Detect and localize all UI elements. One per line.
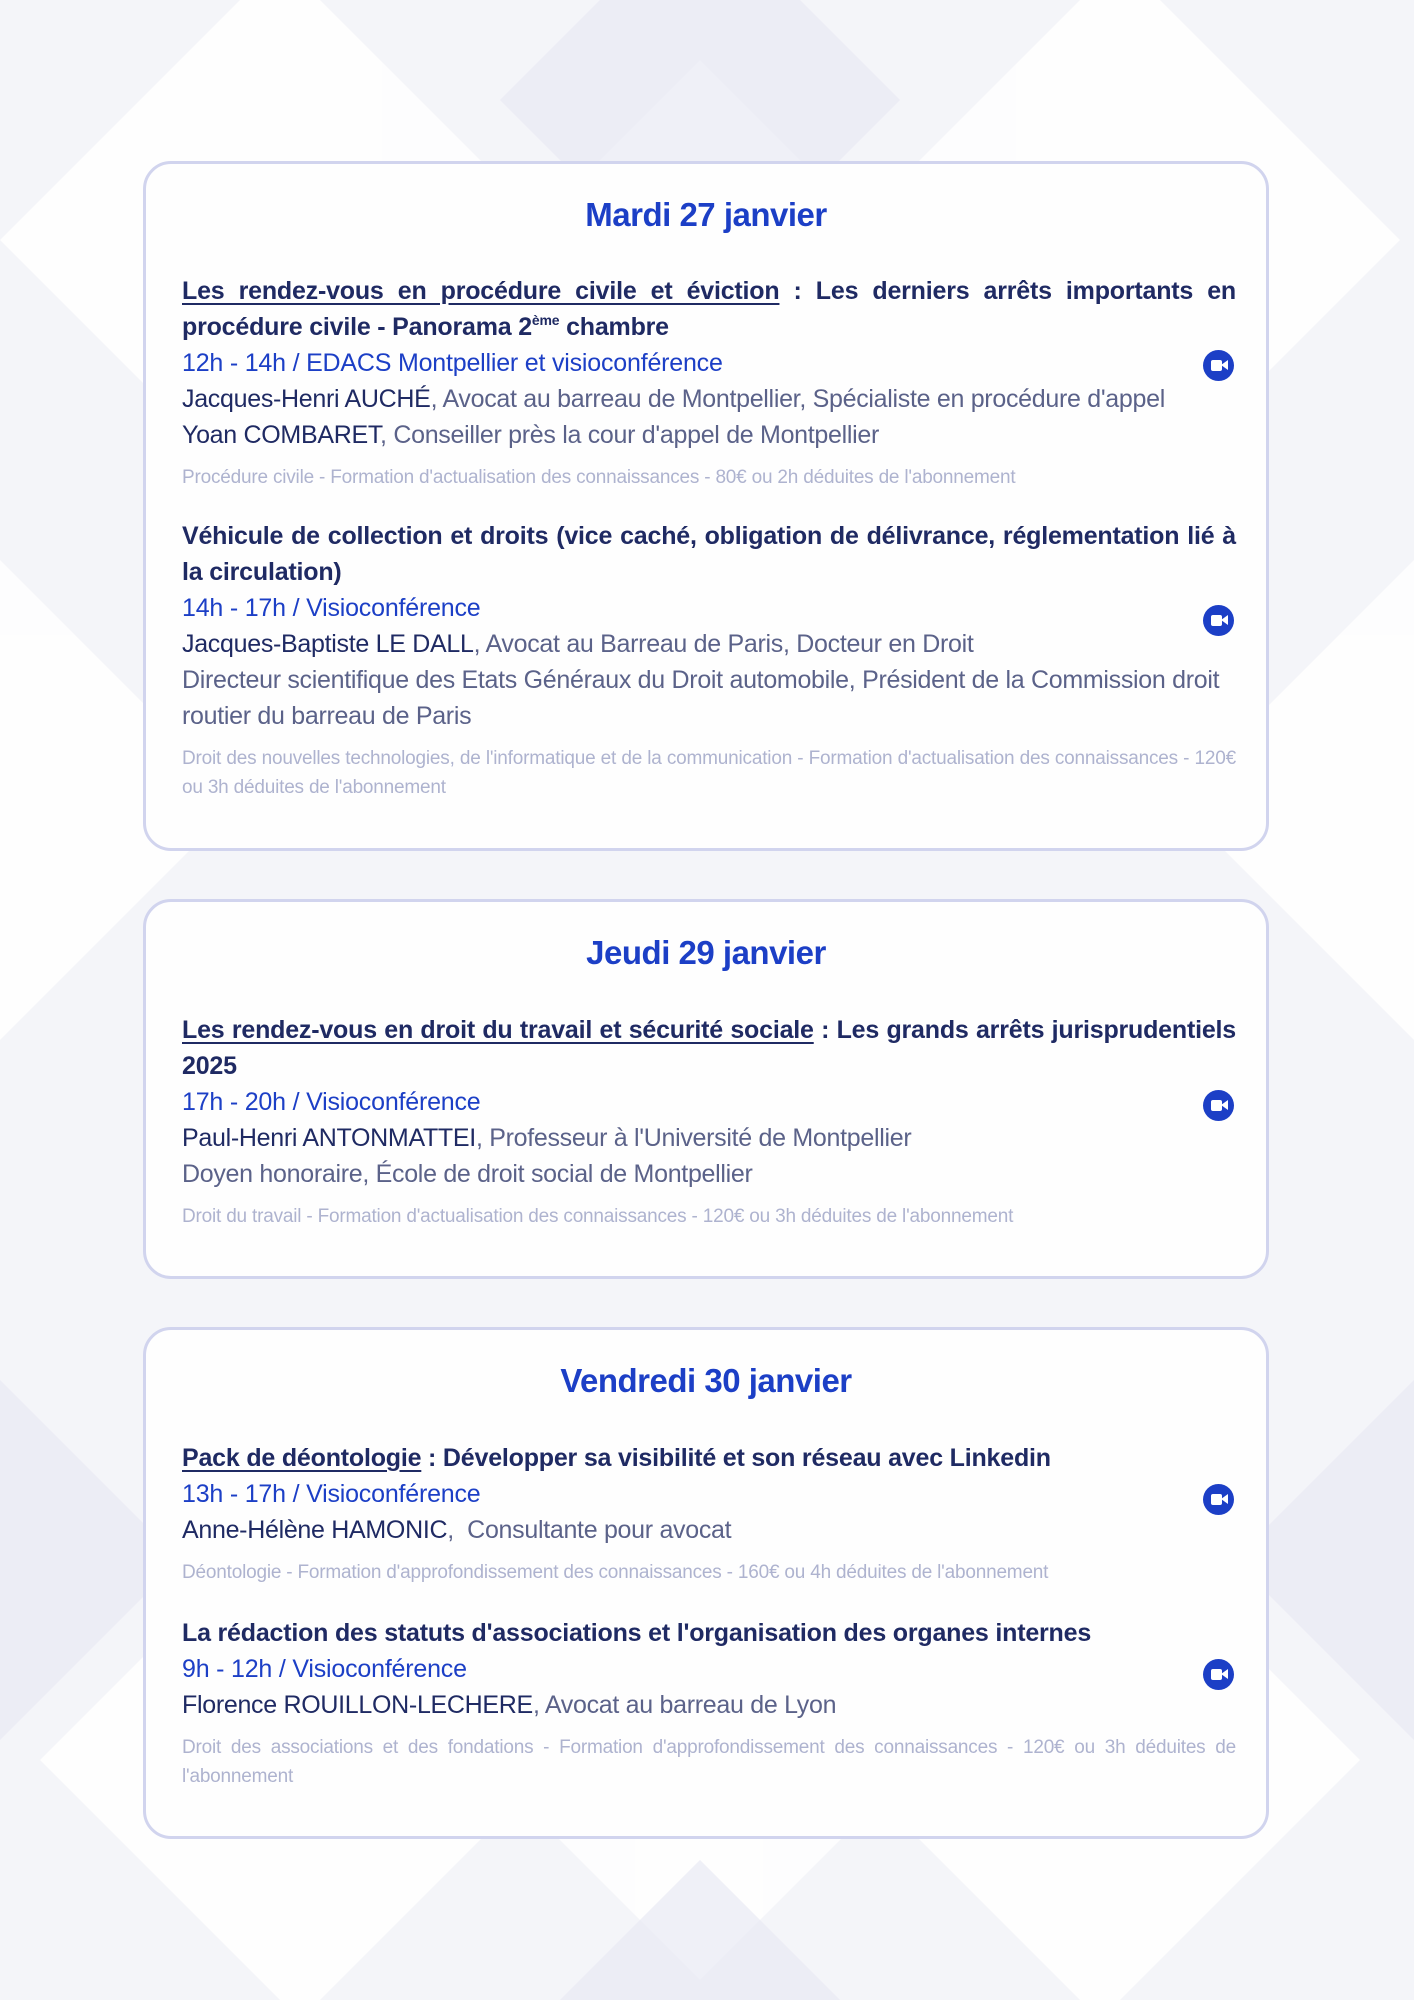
event-statuts-associations: [182, 1615, 1236, 1791]
event-series-link[interactable]: Les rendez-vous en droit du travail et sécurité sociale: [182, 1016, 814, 1044]
speaker: [182, 417, 1236, 453]
event-title: Véhicule de collection et droits (vice caché, obligation de délivrance, réglementation lié à la circulation): [182, 522, 1236, 586]
speaker-role: , Avocat au barreau de Lyon: [532, 1691, 837, 1719]
speaker-role: , Avocat au barreau de Montpellier, Spécialiste en procédure d'appel: [430, 385, 1165, 413]
day-card-thursday: [143, 899, 1269, 1279]
event-title: La rédaction des statuts d'associations et l'organisation des organes internes: [182, 1619, 1092, 1647]
video-camera-icon: [1203, 605, 1234, 636]
video-camera-icon: [1203, 1484, 1234, 1515]
event-series-link[interactable]: Les rendez-vous en procédure civile et éviction: [182, 277, 780, 305]
day-title: Jeudi 29 janvier: [586, 934, 826, 971]
event-meta: Déontologie - Formation d'approfondissement des connaissances - 160€ ou 4h déduites de l'abonnement: [182, 1562, 1049, 1583]
video-camera-icon: [1203, 1659, 1234, 1690]
event-series-link[interactable]: Pack de déontologie: [182, 1444, 422, 1472]
speaker-name: Florence ROUILLON-LECHERE: [182, 1691, 533, 1719]
event-title: Les rendez-vous en droit du travail et sécurité sociale : Les grands arrêts jurisprudentiels 2025: [182, 1016, 1236, 1080]
speaker: [182, 1120, 1236, 1156]
speaker-name: Anne-Hélène HAMONIC: [182, 1516, 448, 1544]
speaker-name: Paul-Henri ANTONMATTEI: [182, 1124, 476, 1152]
event-title: Pack de déontologie : Développer sa visibilité et son réseau avec Linkedin: [182, 1444, 1051, 1472]
event-meta: Droit du travail - Formation d'actualisation des connaissances - 120€ ou 3h déduites de l'abonnement: [182, 1206, 1014, 1227]
day-title: Vendredi 30 janvier: [560, 1362, 852, 1399]
event-time: 14h - 17h / Visioconférence: [182, 594, 481, 622]
speaker-role: , Professeur à l'Université de Montpellier: [475, 1124, 912, 1152]
speaker-role: , Consultante pour avocat: [447, 1516, 732, 1544]
event-time: 9h - 12h / Visioconférence: [182, 1655, 467, 1683]
speaker-details: Directeur scientifique des Etats Généraux du Droit automobile, Président de la Commission droit routier du barreau de Paris: [182, 666, 1220, 730]
day-card-tuesday: [143, 161, 1269, 851]
event-time: 12h - 14h / EDACS Montpellier et visioconférence: [182, 349, 723, 377]
event-meta: Procédure civile - Formation d'actualisation des connaissances - 80€ ou 2h déduites de l'abonnement: [182, 467, 1016, 488]
speaker: [182, 1512, 1236, 1548]
day-card-friday: [143, 1327, 1269, 1839]
speaker-details: Doyen honoraire, École de droit social de Montpellier: [182, 1160, 753, 1188]
event-droit-travail: [182, 1012, 1236, 1231]
video-camera-icon: [1203, 350, 1234, 381]
speaker-name: Jacques-Baptiste LE DALL: [182, 630, 474, 658]
event-deontologie-linkedin: [182, 1440, 1236, 1587]
event-procedure-civile: [182, 273, 1236, 492]
speaker: [182, 1687, 1236, 1723]
speaker-name: Jacques-Henri AUCHÉ: [182, 385, 431, 413]
speaker: [182, 626, 1236, 662]
event-title: Les rendez-vous en procédure civile et éviction : Les derniers arrêts importants en procédure civile - Panorama 2ème chambre: [182, 277, 1236, 341]
speaker: [182, 381, 1236, 417]
event-vehicule-collection: [182, 518, 1236, 802]
speaker-name: Yoan COMBARET: [182, 421, 381, 449]
event-time: 13h - 17h / Visioconférence: [182, 1480, 481, 1508]
video-camera-icon: [1203, 1090, 1234, 1121]
event-meta: Droit des nouvelles technologies, de l'informatique et de la communication - Formation d'actualisation des connaissances - 120€ ou 3h déduites de l'abonnement: [182, 748, 1236, 798]
event-meta: Droit des associations et des fondations - Formation d'approfondissement des connaissances - 120€ ou 3h déduites de l'abonnement: [182, 1737, 1236, 1787]
day-title: Mardi 27 janvier: [585, 196, 827, 233]
speaker-role: , Avocat au Barreau de Paris, Docteur en Droit: [473, 630, 974, 658]
event-time: 17h - 20h / Visioconférence: [182, 1088, 481, 1116]
speaker-role: , Conseiller près la cour d'appel de Montpellier: [380, 421, 880, 449]
